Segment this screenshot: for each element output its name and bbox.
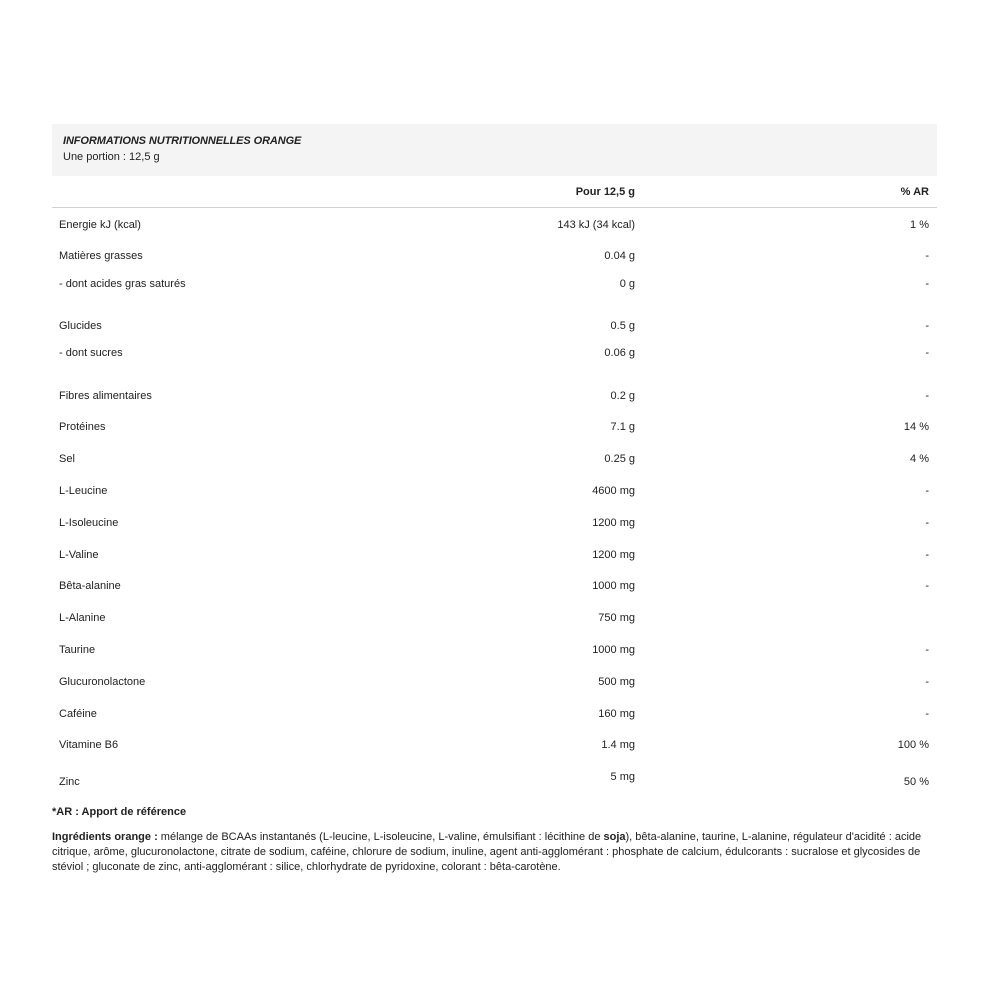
nutrient-name: L-Alanine [59, 612, 106, 624]
ingredients-text [52, 830, 938, 875]
nutrient-ar: - [925, 580, 929, 592]
nutrient-amount: 0.2 g [610, 390, 635, 402]
nutrient-ar: - [925, 485, 929, 497]
nutrient-name: Bêta-alanine [59, 580, 121, 592]
table-row [52, 676, 937, 692]
table-row [52, 644, 937, 660]
nutrient-amount: 1.4 mg [601, 739, 635, 751]
nutrient-name: Taurine [59, 644, 96, 656]
ingredients-part-2: ), bêta-alanine, taurine, L-alanine, régulateur d'acidité : acide citrique, arôme, glucuronolactone, citrate de sodium, caféine, chlorure de sodium, inuline, agent anti-agglomérant : phosphate de calcium, édulcorants : sucralose et glycosides de stéviol ; gluconate de zinc, anti-agglomérant : silice, chlorhydrate de pyridoxine, colorant : bêta-carotène. [52, 831, 922, 873]
portion-size: Une portion : 12,5 g [63, 151, 160, 163]
column-header-amount: Pour 12,5 g [575, 186, 635, 198]
table-header [52, 124, 937, 176]
nutrient-ar: - [925, 708, 929, 720]
nutrient-name: L-Valine [59, 549, 99, 561]
nutrient-name: Matières grasses [59, 250, 143, 262]
nutrient-name: Vitamine B6 [59, 739, 119, 751]
column-header-ar: % AR [900, 186, 929, 198]
column-headers [52, 176, 937, 208]
nutrient-name: Glucuronolactone [59, 676, 146, 688]
nutrient-amount: 143 kJ (34 kcal) [557, 219, 635, 231]
footnote: *AR : Apport de référence [52, 806, 187, 818]
table-title: INFORMATIONS NUTRITIONNELLES ORANGE [63, 135, 302, 147]
nutrient-ar: - [925, 250, 929, 262]
ingredients-allergen: soja [603, 831, 626, 843]
nutrient-ar: - [925, 644, 929, 656]
ingredients-part-1: mélange de BCAAs instantanés (L-leucine, L-isoleucine, L-valine, émulsifiant : lécithine de [157, 831, 604, 843]
nutrient-amount: 0.25 g [604, 453, 635, 465]
nutrient-amount: 1200 mg [592, 549, 635, 561]
nutrient-amount: 0 g [619, 278, 635, 290]
nutrient-amount: 500 mg [598, 676, 635, 688]
nutrient-amount: 160 mg [598, 708, 635, 720]
table-row [52, 517, 937, 533]
nutrient-ar: - [925, 390, 929, 402]
nutrient-ar: - [925, 549, 929, 561]
table-row [52, 708, 937, 724]
nutrient-name: Fibres alimentaires [59, 390, 152, 402]
table-row [52, 549, 937, 565]
nutrient-amount: 1200 mg [592, 517, 635, 529]
nutrient-name: Zinc [59, 776, 80, 788]
nutrient-name: - dont acides gras saturés [59, 278, 186, 290]
nutrient-amount: 0.5 g [610, 320, 635, 332]
table-row [52, 320, 937, 336]
nutrient-name: Energie kJ (kcal) [59, 219, 141, 231]
nutrient-amount: 5 mg [610, 771, 635, 783]
nutrient-ar: - [925, 347, 929, 359]
table-row [52, 278, 937, 294]
ingredients-label: Ingrédients orange : [52, 831, 158, 843]
nutrient-ar: 1 % [910, 219, 929, 231]
table-row [52, 347, 937, 363]
nutrient-name: Glucides [59, 320, 102, 332]
nutrient-ar: - [925, 278, 929, 290]
table-row [52, 580, 937, 596]
table-row [52, 390, 937, 406]
table-row [52, 612, 937, 628]
nutrition-table [52, 124, 937, 788]
table-row [52, 771, 937, 792]
nutrient-name: Sel [59, 453, 75, 465]
nutrient-ar: - [925, 320, 929, 332]
nutrient-ar: - [925, 517, 929, 529]
nutrient-ar: 100 % [897, 739, 929, 751]
nutrient-name: L-Leucine [59, 485, 108, 497]
nutrient-amount: 7.1 g [610, 421, 635, 433]
nutrient-name: Caféine [59, 708, 97, 720]
nutrient-amount: 0.06 g [604, 347, 635, 359]
nutrient-name: Protéines [59, 421, 106, 433]
table-row [52, 219, 937, 235]
table-row [52, 421, 937, 437]
table-row [52, 250, 937, 266]
nutrient-ar: 14 % [903, 421, 929, 433]
nutrient-name: L-Isoleucine [59, 517, 119, 529]
table-row [52, 453, 937, 469]
nutrient-amount: 0.04 g [604, 250, 635, 262]
nutrient-ar: 4 % [910, 453, 929, 465]
table-row [52, 485, 937, 501]
nutrient-ar: - [925, 676, 929, 688]
nutrient-name: - dont sucres [59, 347, 123, 359]
nutrient-amount: 750 mg [598, 612, 635, 624]
nutrient-amount: 1000 mg [592, 644, 635, 656]
nutrient-amount: 4600 mg [592, 485, 635, 497]
nutrient-ar: 50 % [903, 776, 929, 788]
table-row [52, 739, 937, 755]
nutrient-amount: 1000 mg [592, 580, 635, 592]
